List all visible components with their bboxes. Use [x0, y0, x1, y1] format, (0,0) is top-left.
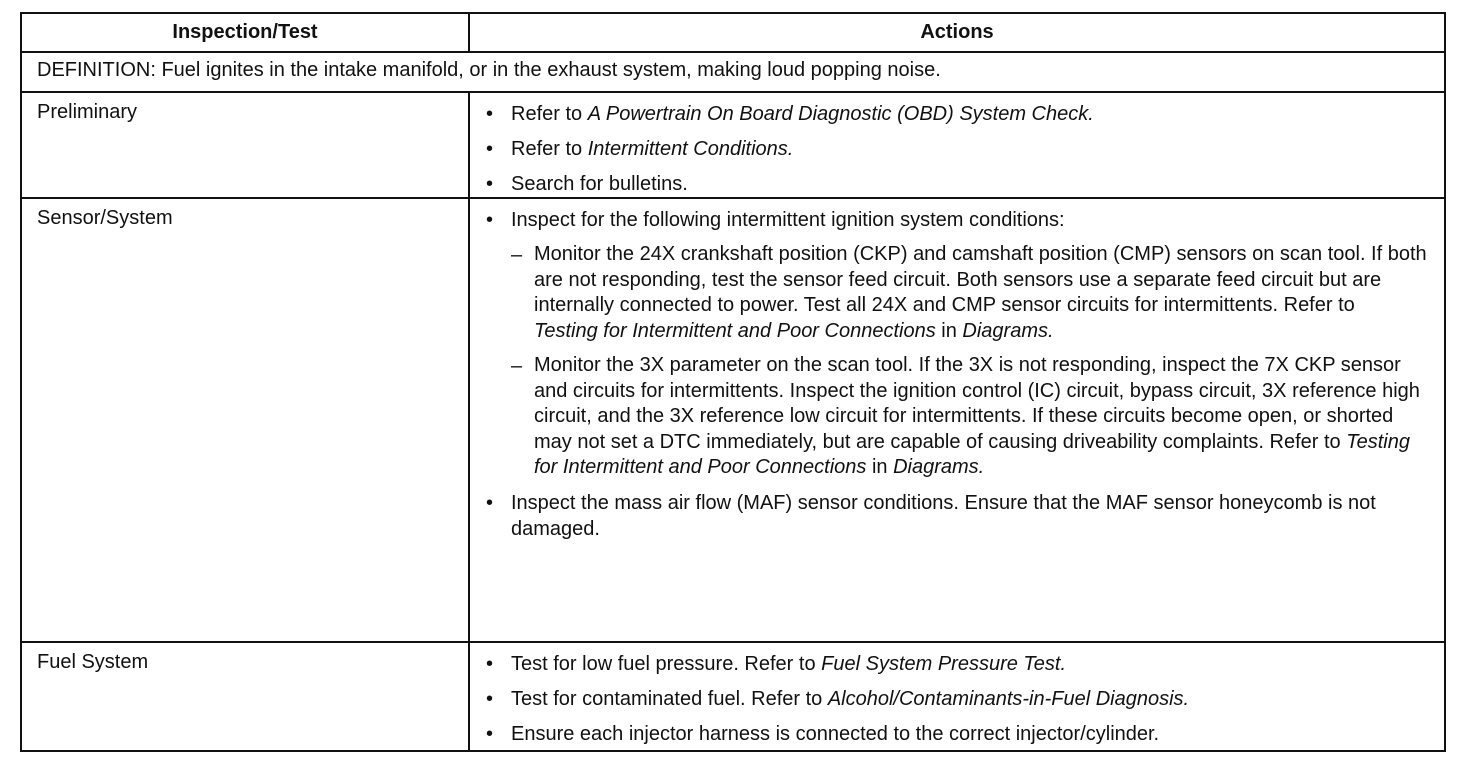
preliminary-label: Preliminary [22, 93, 470, 197]
dash-mark: – [511, 355, 523, 377]
fuel-system-actions [470, 643, 1444, 750]
list-item: • Inspect for the following intermittent ignition system conditions: [486, 209, 1065, 231]
sub-list-item: – Monitor the 24X crankshaft position (CKP) and camshaft position (CMP) sensors on scan tool. If both are not responding, test the sensor feed circuit. Both sensors use a separate feed circuit but are internally connected to power. Test all 24X and CMP sensor circuits for intermittents. Refer to Testing for Intermittent and Poor Connections in Diagrams. [511, 242, 1430, 344]
fuel-system-row [22, 641, 1444, 750]
list-item: • Inspect the mass air flow (MAF) sensor conditions. Ensure that the MAF sensor honeycomb is not damaged. [486, 491, 1376, 540]
diagnostic-table [20, 12, 1446, 752]
definition-row [22, 51, 1444, 91]
table-header-row [22, 14, 1444, 51]
fuel-system-label: Fuel System [22, 643, 470, 750]
reference-link: A Powertrain On Board Diagnostic (OBD) System Check. [587, 103, 1094, 125]
header-actions: Actions [920, 21, 994, 43]
bullet-mark: • [486, 688, 494, 710]
bullet-mark: • [486, 173, 494, 195]
sensor-system-row [22, 197, 1444, 641]
sub-list-item: – Monitor the 3X parameter on the scan tool. If the 3X is not responding, inspect the 7X CKP sensor and circuits for intermittents. Inspect the ignition control (IC) circuit, bypass circuit, 3X reference high circuit, and the 3X reference low circuit for intermittents. If these circuits become open, or shorted may not set a DTC immediately, but are capable of causing driveability complaints. Refer to Testing for Intermittent and Poor Connections in Diagrams. [511, 353, 1430, 481]
sensor-system-actions [470, 199, 1444, 641]
list-item: • Test for contaminated fuel. Refer to Alcohol/Contaminants-in-Fuel Diagnosis. [486, 688, 1190, 710]
list-item: • Search for bulletins. [486, 173, 688, 195]
reference-link: Diagrams. [893, 456, 985, 478]
definition-text: DEFINITION: Fuel ignites in the intake manifold, or in the exhaust system, making loud popping noise. [37, 59, 941, 81]
bullet-mark: • [486, 491, 494, 514]
bullet-mark: • [486, 723, 494, 745]
bullet-mark: • [486, 138, 494, 160]
preliminary-actions [470, 93, 1444, 197]
preliminary-row [22, 91, 1444, 197]
sensor-system-label: Sensor/System [22, 199, 470, 641]
reference-link: Testing for Intermittent and Poor Connections [534, 319, 936, 342]
bullet-mark: • [486, 103, 494, 125]
list-item: • Refer to A Powertrain On Board Diagnostic (OBD) System Check. [486, 103, 1094, 125]
header-inspection-test: Inspection/Test [22, 14, 470, 51]
list-item: • Refer to Intermittent Conditions. [486, 138, 794, 160]
reference-link: Alcohol/Contaminants-in-Fuel Diagnosis. [827, 688, 1190, 710]
reference-link: Fuel System Pressure Test. [821, 653, 1067, 675]
list-item: • Ensure each injector harness is connected to the correct injector/cylinder. [486, 723, 1160, 745]
list-item: • Test for low fuel pressure. Refer to Fuel System Pressure Test. [486, 653, 1067, 675]
reference-link: Intermittent Conditions. [587, 138, 794, 160]
reference-link: Testing for Intermittent and Poor Connections [534, 430, 1410, 478]
reference-link: Diagrams. [962, 319, 1054, 342]
bullet-mark: • [486, 209, 494, 231]
dash-mark: – [511, 244, 523, 266]
bullet-mark: • [486, 653, 494, 675]
